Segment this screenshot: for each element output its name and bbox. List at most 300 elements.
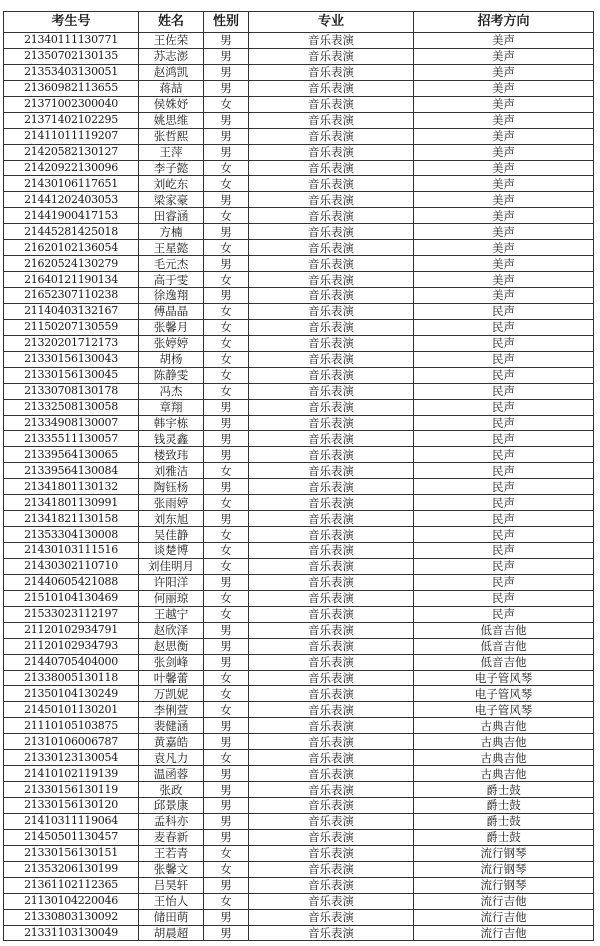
table-row <box>4 96 594 112</box>
name-cell: 张馨月 <box>139 319 204 335</box>
table-row <box>4 543 594 559</box>
major-cell: 音乐表演 <box>249 654 414 670</box>
gender-cell: 男 <box>204 511 249 527</box>
gender-cell: 女 <box>204 208 249 224</box>
major-cell: 音乐表演 <box>249 574 414 590</box>
table-header <box>4 12 594 33</box>
name-cell: 孟科亦 <box>139 813 204 829</box>
major-cell: 音乐表演 <box>249 909 414 925</box>
exam-number-cell: 21310106006787 <box>4 734 139 750</box>
table-row <box>4 144 594 160</box>
major-cell: 音乐表演 <box>249 144 414 160</box>
gender-cell: 男 <box>204 224 249 240</box>
direction-cell: 流行吉他 <box>414 925 594 941</box>
name-cell: 刘佳明月 <box>139 558 204 574</box>
name-cell: 吕昊轩 <box>139 877 204 893</box>
direction-cell: 低音吉他 <box>414 638 594 654</box>
table-row <box>4 622 594 638</box>
exam-number-cell: 21440705404000 <box>4 654 139 670</box>
gender-cell: 男 <box>204 128 249 144</box>
gender-cell: 女 <box>204 558 249 574</box>
gender-cell: 女 <box>204 590 249 606</box>
admission-list <box>3 11 594 941</box>
exam-number-cell: 21130104220046 <box>4 893 139 909</box>
name-cell: 李俐萱 <box>139 702 204 718</box>
exam-number-cell: 21331103130049 <box>4 925 139 941</box>
direction-cell: 古典吉他 <box>414 750 594 766</box>
gender-cell: 女 <box>204 861 249 877</box>
gender-cell: 女 <box>204 303 249 319</box>
gender-cell: 男 <box>204 399 249 415</box>
direction-cell: 民声 <box>414 543 594 559</box>
table-row <box>4 718 594 734</box>
major-cell: 音乐表演 <box>249 479 414 495</box>
table-row <box>4 160 594 176</box>
table-row <box>4 750 594 766</box>
exam-number-cell: 21341801130132 <box>4 479 139 495</box>
exam-number-cell: 21339564130084 <box>4 463 139 479</box>
direction-cell: 爵士鼓 <box>414 829 594 845</box>
gender-cell: 男 <box>204 925 249 941</box>
direction-cell: 民声 <box>414 431 594 447</box>
major-cell: 音乐表演 <box>249 861 414 877</box>
exam-number-cell: 21338005130118 <box>4 670 139 686</box>
table-row <box>4 303 594 319</box>
table-row <box>4 829 594 845</box>
table-row <box>4 527 594 543</box>
name-cell: 储田萌 <box>139 909 204 925</box>
table-row <box>4 319 594 335</box>
direction-cell: 美声 <box>414 33 594 49</box>
major-cell: 音乐表演 <box>249 112 414 128</box>
table-row <box>4 176 594 192</box>
exam-number-cell: 21350104130249 <box>4 686 139 702</box>
direction-cell: 民声 <box>414 303 594 319</box>
exam-number-cell: 21440605421088 <box>4 574 139 590</box>
direction-cell: 美声 <box>414 208 594 224</box>
major-cell: 音乐表演 <box>249 48 414 64</box>
major-cell: 音乐表演 <box>249 383 414 399</box>
name-cell: 苏志澎 <box>139 48 204 64</box>
exam-number-cell: 21620524130279 <box>4 256 139 272</box>
name-cell: 王若青 <box>139 845 204 861</box>
table-row <box>4 638 594 654</box>
gender-cell: 男 <box>204 638 249 654</box>
exam-number-cell: 21330803130092 <box>4 909 139 925</box>
direction-cell: 流行吉他 <box>414 909 594 925</box>
table-row <box>4 893 594 909</box>
exam-number-cell: 21371002300040 <box>4 96 139 112</box>
major-cell: 音乐表演 <box>249 272 414 288</box>
gender-cell: 男 <box>204 782 249 798</box>
exam-number-cell: 21445281425018 <box>4 224 139 240</box>
table-row <box>4 447 594 463</box>
table-row <box>4 80 594 96</box>
name-cell: 万凯妮 <box>139 686 204 702</box>
table-row <box>4 798 594 814</box>
table-row <box>4 782 594 798</box>
major-cell: 音乐表演 <box>249 303 414 319</box>
gender-cell: 男 <box>204 415 249 431</box>
table-row <box>4 335 594 351</box>
exam-number-cell: 21410311119064 <box>4 813 139 829</box>
major-cell: 音乐表演 <box>249 64 414 80</box>
direction-cell: 古典吉他 <box>414 734 594 750</box>
major-cell: 音乐表演 <box>249 240 414 256</box>
gender-cell: 女 <box>204 160 249 176</box>
name-cell: 楼致玮 <box>139 447 204 463</box>
major-cell: 音乐表演 <box>249 527 414 543</box>
header-gender: 性别 <box>204 12 249 33</box>
exam-number-cell: 21441900417153 <box>4 208 139 224</box>
name-cell: 章翔 <box>139 399 204 415</box>
exam-number-cell: 21371402102295 <box>4 112 139 128</box>
major-cell: 音乐表演 <box>249 622 414 638</box>
table-row <box>4 128 594 144</box>
exam-number-cell: 21450501130457 <box>4 829 139 845</box>
name-cell: 吴佳静 <box>139 527 204 543</box>
direction-cell: 民声 <box>414 367 594 383</box>
major-cell: 音乐表演 <box>249 463 414 479</box>
name-cell: 谈楚博 <box>139 543 204 559</box>
direction-cell: 民声 <box>414 558 594 574</box>
major-cell: 音乐表演 <box>249 495 414 511</box>
table-row <box>4 288 594 304</box>
direction-cell: 爵士鼓 <box>414 782 594 798</box>
exam-number-cell: 21353403130051 <box>4 64 139 80</box>
direction-cell: 流行钢琴 <box>414 877 594 893</box>
gender-cell: 男 <box>204 144 249 160</box>
name-cell: 张婷婷 <box>139 335 204 351</box>
table-row <box>4 766 594 782</box>
table-row <box>4 112 594 128</box>
exam-number-cell: 21420582130127 <box>4 144 139 160</box>
major-cell: 音乐表演 <box>249 399 414 415</box>
direction-cell: 民声 <box>414 319 594 335</box>
table-row <box>4 734 594 750</box>
major-cell: 音乐表演 <box>249 256 414 272</box>
exam-number-cell: 21350702130135 <box>4 48 139 64</box>
table-row <box>4 574 594 590</box>
major-cell: 音乐表演 <box>249 224 414 240</box>
direction-cell: 流行钢琴 <box>414 845 594 861</box>
major-cell: 音乐表演 <box>249 415 414 431</box>
gender-cell: 女 <box>204 463 249 479</box>
exam-number-cell: 21330156130151 <box>4 845 139 861</box>
major-cell: 音乐表演 <box>249 877 414 893</box>
gender-cell: 女 <box>204 335 249 351</box>
exam-number-cell: 21332508130058 <box>4 399 139 415</box>
gender-cell: 女 <box>204 750 249 766</box>
direction-cell: 电子管风琴 <box>414 702 594 718</box>
gender-cell: 男 <box>204 288 249 304</box>
name-cell: 侯姝妤 <box>139 96 204 112</box>
major-cell: 音乐表演 <box>249 718 414 734</box>
name-cell: 冯杰 <box>139 383 204 399</box>
table-row <box>4 64 594 80</box>
gender-cell: 男 <box>204 766 249 782</box>
exam-number-cell: 21330156130043 <box>4 351 139 367</box>
table-body <box>4 33 594 941</box>
exam-number-cell: 21361102112365 <box>4 877 139 893</box>
exam-number-cell: 21341801130991 <box>4 495 139 511</box>
table-row <box>4 590 594 606</box>
direction-cell: 低音吉他 <box>414 622 594 638</box>
gender-cell: 男 <box>204 909 249 925</box>
direction-cell: 流行吉他 <box>414 893 594 909</box>
direction-cell: 爵士鼓 <box>414 798 594 814</box>
name-cell: 张雨婷 <box>139 495 204 511</box>
name-cell: 袁凡力 <box>139 750 204 766</box>
exam-number-cell: 21335511130057 <box>4 431 139 447</box>
major-cell: 音乐表演 <box>249 128 414 144</box>
name-cell: 刘雅洁 <box>139 463 204 479</box>
exam-number-cell: 21339564130065 <box>4 447 139 463</box>
table-row <box>4 367 594 383</box>
major-cell: 音乐表演 <box>249 782 414 798</box>
candidate-table <box>3 11 594 941</box>
name-cell: 刘屹东 <box>139 176 204 192</box>
gender-cell: 男 <box>204 829 249 845</box>
exam-number-cell: 21533023112197 <box>4 606 139 622</box>
gender-cell: 女 <box>204 240 249 256</box>
name-cell: 钱灵鑫 <box>139 431 204 447</box>
direction-cell: 民声 <box>414 399 594 415</box>
gender-cell: 女 <box>204 351 249 367</box>
direction-cell: 美声 <box>414 64 594 80</box>
name-cell: 陈静雯 <box>139 367 204 383</box>
name-cell: 胡晨超 <box>139 925 204 941</box>
direction-cell: 民声 <box>414 463 594 479</box>
name-cell: 刘东旭 <box>139 511 204 527</box>
major-cell: 音乐表演 <box>249 893 414 909</box>
table-row <box>4 606 594 622</box>
major-cell: 音乐表演 <box>249 590 414 606</box>
gender-cell: 女 <box>204 527 249 543</box>
exam-number-cell: 21430302110710 <box>4 558 139 574</box>
exam-number-cell: 21330156130119 <box>4 782 139 798</box>
exam-number-cell: 21120102934793 <box>4 638 139 654</box>
major-cell: 音乐表演 <box>249 686 414 702</box>
name-cell: 胡杨 <box>139 351 204 367</box>
name-cell: 毛元杰 <box>139 256 204 272</box>
table-row <box>4 813 594 829</box>
table-row <box>4 383 594 399</box>
major-cell: 音乐表演 <box>249 543 414 559</box>
header-direction: 招考方向 <box>414 12 594 33</box>
direction-cell: 民声 <box>414 479 594 495</box>
name-cell: 张馨文 <box>139 861 204 877</box>
table-row <box>4 224 594 240</box>
gender-cell: 女 <box>204 845 249 861</box>
gender-cell: 女 <box>204 176 249 192</box>
table-row <box>4 399 594 415</box>
table-row <box>4 351 594 367</box>
gender-cell: 男 <box>204 813 249 829</box>
name-cell: 叶馨蕾 <box>139 670 204 686</box>
direction-cell: 民声 <box>414 511 594 527</box>
table-row <box>4 702 594 718</box>
name-cell: 蒋喆 <box>139 80 204 96</box>
gender-cell: 女 <box>204 686 249 702</box>
major-cell: 音乐表演 <box>249 606 414 622</box>
major-cell: 音乐表演 <box>249 511 414 527</box>
name-cell: 邱景康 <box>139 798 204 814</box>
gender-cell: 女 <box>204 495 249 511</box>
exam-number-cell: 21441202403053 <box>4 192 139 208</box>
major-cell: 音乐表演 <box>249 845 414 861</box>
gender-cell: 女 <box>204 383 249 399</box>
direction-cell: 爵士鼓 <box>414 813 594 829</box>
name-cell: 赵思衡 <box>139 638 204 654</box>
exam-number-cell: 21420922130096 <box>4 160 139 176</box>
table-row <box>4 431 594 447</box>
name-cell: 王越宁 <box>139 606 204 622</box>
table-row <box>4 479 594 495</box>
direction-cell: 美声 <box>414 160 594 176</box>
major-cell: 音乐表演 <box>249 80 414 96</box>
exam-number-cell: 21640121190134 <box>4 272 139 288</box>
major-cell: 音乐表演 <box>249 176 414 192</box>
table-row <box>4 240 594 256</box>
name-cell: 麦春新 <box>139 829 204 845</box>
gender-cell: 男 <box>204 734 249 750</box>
table-row <box>4 877 594 893</box>
name-cell: 张剑峰 <box>139 654 204 670</box>
direction-cell: 美声 <box>414 256 594 272</box>
direction-cell: 流行钢琴 <box>414 861 594 877</box>
direction-cell: 美声 <box>414 288 594 304</box>
gender-cell: 男 <box>204 48 249 64</box>
gender-cell: 男 <box>204 798 249 814</box>
name-cell: 李子懿 <box>139 160 204 176</box>
exam-number-cell: 21411011119207 <box>4 128 139 144</box>
major-cell: 音乐表演 <box>249 160 414 176</box>
exam-number-cell: 21410102119139 <box>4 766 139 782</box>
major-cell: 音乐表演 <box>249 798 414 814</box>
direction-cell: 美声 <box>414 112 594 128</box>
exam-number-cell: 21353206130199 <box>4 861 139 877</box>
major-cell: 音乐表演 <box>249 766 414 782</box>
major-cell: 音乐表演 <box>249 96 414 112</box>
table-row <box>4 208 594 224</box>
gender-cell: 男 <box>204 112 249 128</box>
table-row <box>4 415 594 431</box>
exam-number-cell: 21140403132167 <box>4 303 139 319</box>
direction-cell: 美声 <box>414 224 594 240</box>
gender-cell: 女 <box>204 319 249 335</box>
direction-cell: 低音吉他 <box>414 654 594 670</box>
major-cell: 音乐表演 <box>249 319 414 335</box>
gender-cell: 男 <box>204 256 249 272</box>
major-cell: 音乐表演 <box>249 750 414 766</box>
exam-number-cell: 21330156130120 <box>4 798 139 814</box>
direction-cell: 民声 <box>414 606 594 622</box>
direction-cell: 民声 <box>414 590 594 606</box>
table-row <box>4 463 594 479</box>
table-row <box>4 33 594 49</box>
major-cell: 音乐表演 <box>249 208 414 224</box>
name-cell: 张政 <box>139 782 204 798</box>
major-cell: 音乐表演 <box>249 638 414 654</box>
gender-cell: 女 <box>204 96 249 112</box>
gender-cell: 女 <box>204 367 249 383</box>
gender-cell: 男 <box>204 877 249 893</box>
name-cell: 何丽琼 <box>139 590 204 606</box>
direction-cell: 美声 <box>414 272 594 288</box>
table-row <box>4 925 594 941</box>
name-cell: 赵鸿凯 <box>139 64 204 80</box>
gender-cell: 男 <box>204 80 249 96</box>
table-row <box>4 192 594 208</box>
table-row <box>4 686 594 702</box>
direction-cell: 美声 <box>414 80 594 96</box>
exam-number-cell: 21110105103875 <box>4 718 139 734</box>
name-cell: 黄嘉皓 <box>139 734 204 750</box>
name-cell: 许阳洋 <box>139 574 204 590</box>
direction-cell: 民声 <box>414 574 594 590</box>
exam-number-cell: 21510104130469 <box>4 590 139 606</box>
table-row <box>4 272 594 288</box>
direction-cell: 民声 <box>414 415 594 431</box>
direction-cell: 美声 <box>414 192 594 208</box>
gender-cell: 女 <box>204 272 249 288</box>
exam-number-cell: 21340111130771 <box>4 33 139 49</box>
exam-number-cell: 21430103111516 <box>4 543 139 559</box>
exam-number-cell: 21450101130201 <box>4 702 139 718</box>
direction-cell: 美声 <box>414 48 594 64</box>
direction-cell: 电子管风琴 <box>414 686 594 702</box>
table-row <box>4 670 594 686</box>
name-cell: 王星懿 <box>139 240 204 256</box>
name-cell: 陶钰杨 <box>139 479 204 495</box>
gender-cell: 女 <box>204 543 249 559</box>
major-cell: 音乐表演 <box>249 558 414 574</box>
direction-cell: 民声 <box>414 383 594 399</box>
major-cell: 音乐表演 <box>249 447 414 463</box>
name-cell: 徐逸翔 <box>139 288 204 304</box>
gender-cell: 男 <box>204 33 249 49</box>
exam-number-cell: 21360982113655 <box>4 80 139 96</box>
direction-cell: 古典吉他 <box>414 766 594 782</box>
table-row <box>4 48 594 64</box>
exam-number-cell: 21353304130008 <box>4 527 139 543</box>
direction-cell: 美声 <box>414 128 594 144</box>
exam-number-cell: 21150207130559 <box>4 319 139 335</box>
name-cell: 王佐荣 <box>139 33 204 49</box>
table-row <box>4 861 594 877</box>
gender-cell: 男 <box>204 654 249 670</box>
gender-cell: 男 <box>204 192 249 208</box>
name-cell: 温函蓉 <box>139 766 204 782</box>
name-cell: 韩宇栋 <box>139 415 204 431</box>
name-cell: 裴健涵 <box>139 718 204 734</box>
gender-cell: 男 <box>204 431 249 447</box>
exam-number-cell: 21330156130045 <box>4 367 139 383</box>
exam-number-cell: 21320201712173 <box>4 335 139 351</box>
table-row <box>4 909 594 925</box>
header-exam-number: 考生号 <box>4 12 139 33</box>
major-cell: 音乐表演 <box>249 670 414 686</box>
major-cell: 音乐表演 <box>249 431 414 447</box>
table-row <box>4 495 594 511</box>
major-cell: 音乐表演 <box>249 702 414 718</box>
gender-cell: 男 <box>204 64 249 80</box>
direction-cell: 电子管风琴 <box>414 670 594 686</box>
table-row <box>4 845 594 861</box>
major-cell: 音乐表演 <box>249 925 414 941</box>
gender-cell: 男 <box>204 622 249 638</box>
